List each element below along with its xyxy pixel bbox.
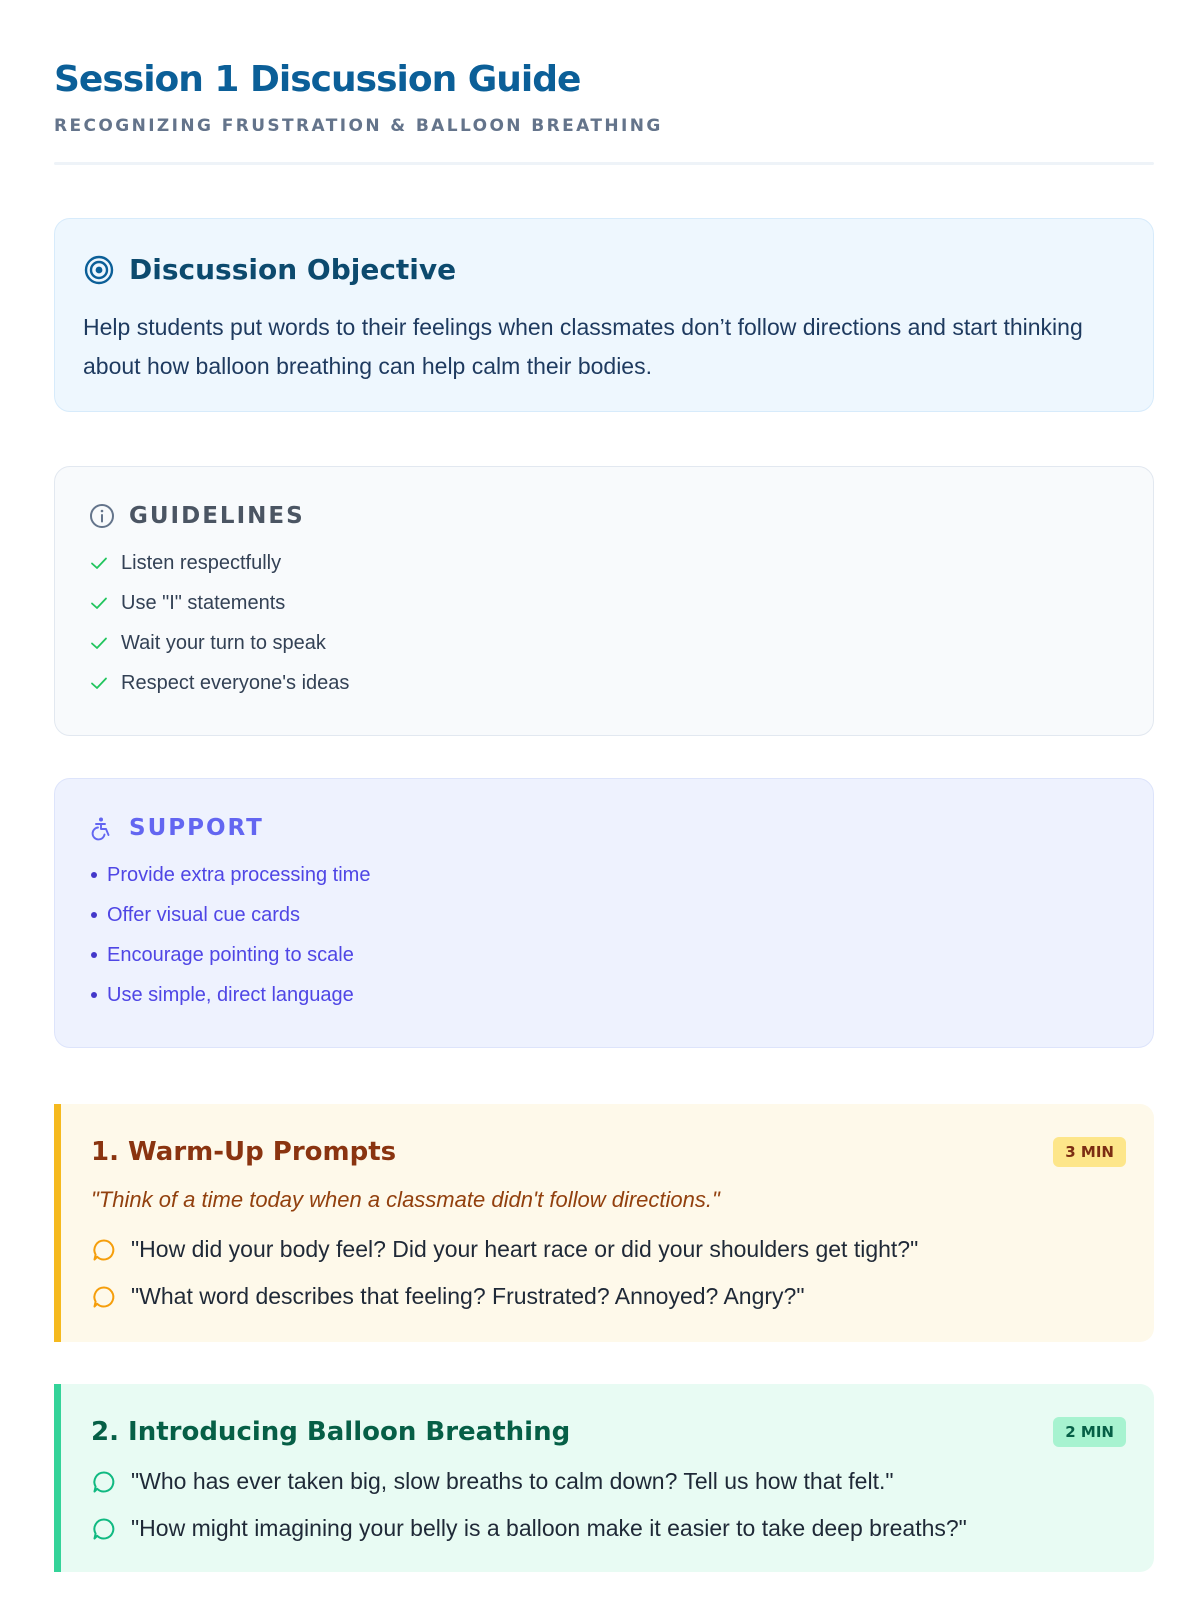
list-item — [89, 583, 1119, 623]
question-list — [91, 1226, 1126, 1320]
question-item — [91, 1458, 1126, 1505]
guidelines-card — [54, 466, 1154, 736]
bullet-icon — [91, 992, 97, 998]
list-item — [89, 663, 1119, 703]
guidelines-list — [89, 543, 1119, 703]
accessibility-icon — [89, 815, 115, 841]
balloon-breathing-section — [54, 1384, 1154, 1572]
objective-card — [54, 218, 1154, 412]
support-text: Encourage pointing to scale — [107, 943, 354, 966]
objective-text: Help students put words to their feelings when classmates don’t follow directions and start thinking about how balloon breathing can help calm their bodies. — [83, 314, 1083, 379]
page-header — [54, 0, 1154, 165]
target-icon — [83, 254, 115, 286]
question-text: "How did your body feel? Did your heart race or did your shoulders get tight?" — [131, 1236, 919, 1262]
speech-bubble-icon — [91, 1469, 117, 1495]
discussion-guide-page — [54, 0, 1154, 1541]
bullet-icon — [91, 952, 97, 958]
check-icon — [89, 633, 109, 653]
guideline-text: Respect everyone's ideas — [121, 671, 350, 694]
warmup-section — [54, 1104, 1154, 1342]
question-item — [91, 1226, 1126, 1273]
page-title: Session 1 Discussion Guide — [54, 59, 581, 100]
speech-bubble-icon — [91, 1237, 117, 1263]
bullet-icon — [91, 872, 97, 878]
duration-badge: 3 MIN — [1053, 1137, 1126, 1167]
list-item — [89, 975, 1119, 1015]
speech-bubble-icon — [91, 1516, 117, 1542]
header-divider — [54, 162, 1154, 165]
duration-badge: 2 MIN — [1053, 1417, 1126, 1447]
check-icon — [89, 673, 109, 693]
question-text: "Who has ever taken big, slow breaths to calm down? Tell us how that felt." — [131, 1468, 894, 1494]
list-item — [89, 895, 1119, 935]
list-item — [89, 935, 1119, 975]
question-list — [91, 1458, 1126, 1552]
check-icon — [89, 593, 109, 613]
support-list — [89, 855, 1119, 1015]
list-item — [89, 543, 1119, 583]
guideline-text: Listen respectfully — [121, 551, 282, 574]
question-item — [91, 1505, 1126, 1552]
question-item — [91, 1273, 1126, 1320]
page-subtitle: RECOGNIZING FRUSTRATION & BALLOON BREATHING — [54, 116, 663, 136]
section-intro: "Think of a time today when a classmate didn't follow directions." — [91, 1187, 720, 1212]
speech-bubble-icon — [91, 1284, 117, 1310]
section-title: 2. Introducing Balloon Breathing — [91, 1417, 571, 1447]
section-title: 1. Warm-Up Prompts — [91, 1137, 397, 1167]
list-item — [89, 623, 1119, 663]
support-text: Offer visual cue cards — [107, 903, 301, 926]
question-text: "What word describes that feeling? Frustrated? Annoyed? Angry?" — [131, 1283, 805, 1309]
list-item — [89, 855, 1119, 895]
question-text: "How might imagining your belly is a balloon make it easier to take deep breaths?" — [131, 1515, 967, 1541]
support-text: Provide extra processing time — [107, 863, 371, 886]
guidelines-title: GUIDELINES — [129, 503, 305, 529]
support-text: Use simple, direct language — [107, 983, 354, 1006]
guideline-text: Wait your turn to speak — [121, 631, 326, 654]
check-icon — [89, 553, 109, 573]
guideline-text: Use "I" statements — [121, 591, 286, 614]
support-title: SUPPORT — [129, 815, 264, 841]
info-icon — [89, 503, 115, 529]
support-card — [54, 778, 1154, 1048]
objective-title: Discussion Objective — [129, 253, 457, 286]
bullet-icon — [91, 912, 97, 918]
